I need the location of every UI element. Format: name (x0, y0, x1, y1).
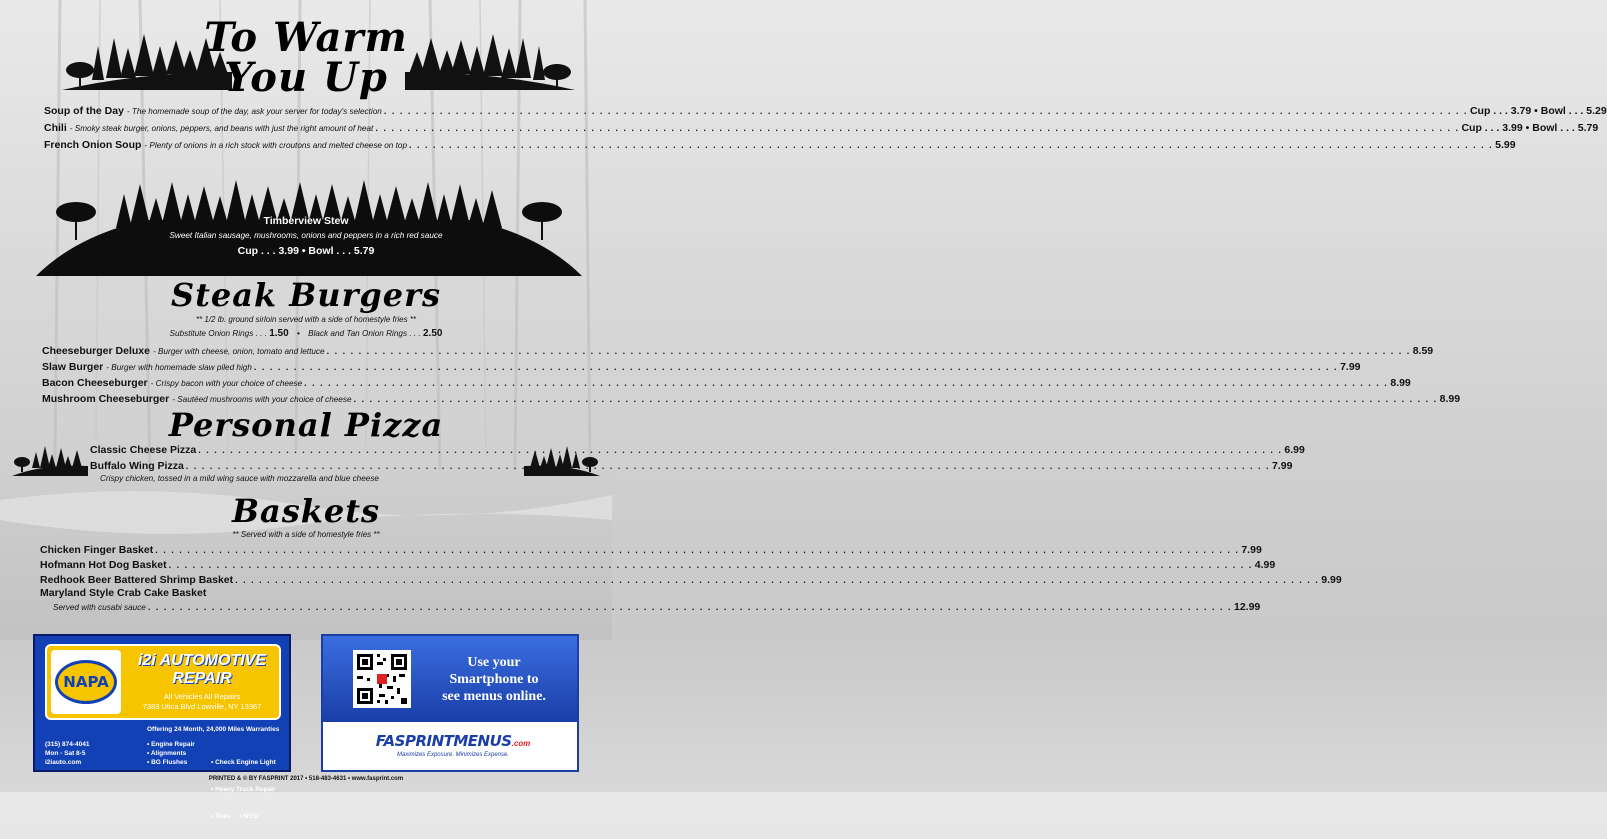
item-price: 12.99 (1233, 601, 1261, 613)
menu-item-mushroom-cheeseburger (42, 393, 1461, 405)
item-description: - Smoky steak burger, onions, peppers, and beans with just the right amount of heat (69, 124, 374, 133)
dot-leader (254, 362, 1338, 372)
napa-advertisement[interactable] (33, 634, 291, 820)
item-price: 5.99 (1495, 139, 1516, 151)
menu-item-buffalo-wing-pizza (90, 460, 1293, 472)
menu-item-cheeseburger-deluxe (42, 345, 1434, 357)
item-description: - Burger with homemade slaw piled high (106, 363, 252, 372)
napa-tagline (127, 692, 277, 712)
forest-silhouette-band (36, 180, 582, 276)
item-name: Bacon Cheeseburger (42, 377, 148, 389)
menu-item-bacon-cheeseburger (42, 377, 1411, 389)
item-name: Chili (44, 122, 67, 134)
dot-leader (198, 445, 1282, 455)
napa-logo-text: NAPA (63, 673, 109, 691)
title-line-2: You Up (224, 54, 388, 101)
menu-item-classic-cheese-pizza (90, 444, 1305, 456)
fasprint-brand-suffix: .com (511, 739, 531, 748)
item-name: Classic Cheese Pizza (90, 444, 197, 456)
item-price: Cup . . . 3.99 • Bowl . . . 5.79 (1461, 122, 1599, 134)
burgers-note: ** 1/2 lb. ground sirloin served with a side of homestyle fries ** (195, 315, 417, 324)
fasprint-menus-advertisement[interactable] (321, 634, 579, 772)
napa-services-col-1 (147, 740, 195, 767)
crab-cake-basket-name: Maryland Style Crab Cake Basket (40, 587, 207, 599)
dot-leader (155, 545, 1239, 555)
napa-service: • Engine Repair (147, 741, 195, 748)
item-price: 9.99 (1321, 574, 1342, 586)
bullet-separator: • (296, 329, 300, 338)
item-name: Redhook Beer Battered Shrimp Basket (40, 574, 234, 586)
item-price: Cup . . . 3.79 • Bowl . . . 5.29 (1469, 105, 1607, 117)
print-credit-footer: PRINTED & © BY FASPRINT 2017 • 518-483-4631 • www.fasprint.com (208, 776, 404, 782)
smartphone-promo-text (419, 654, 569, 705)
napa-service: • Check Engine Light (211, 759, 276, 766)
promo-line-3: see menus online. (442, 689, 546, 704)
item-name: Mushroom Cheeseburger (42, 393, 170, 405)
napa-shop-name (127, 652, 277, 688)
qr-code-icon[interactable] (353, 650, 411, 708)
baskets-note: ** Served with a side of homestyle fries ** (232, 530, 380, 539)
napa-logo-emblem (55, 660, 117, 704)
section-title-burgers: Steak Burgers (170, 276, 442, 314)
stew-price: Cup . . . 3.99 • Bowl . . . 5.79 (237, 245, 375, 257)
item-name: Soup of the Day (44, 105, 124, 117)
section-title-baskets: Baskets (231, 492, 381, 530)
item-name: French Onion Soup (44, 139, 142, 151)
menu-item-slaw-burger (42, 361, 1361, 373)
promo-line-2: Smartphone to (449, 672, 539, 687)
dot-leader (169, 560, 1253, 570)
promo-line-1: Use your (467, 655, 521, 670)
napa-address: 7383 Utica Blvd Lowville, NY 13367 (142, 702, 262, 711)
black-tan-rings-price: 2.50 (422, 328, 443, 339)
napa-logo (51, 650, 121, 714)
onion-ring-options (0, 328, 612, 339)
napa-contact (45, 740, 89, 767)
buffalo-pizza-description: Crispy chicken, tossed in a mild wing sauce with mozzarella and blue cheese (100, 474, 379, 483)
napa-service: • Heavy Truck Repair (211, 786, 276, 793)
item-price: 6.99 (1284, 444, 1305, 456)
napa-shop-name-line-1: i2i AUTOMOTIVE (137, 652, 266, 669)
napa-service: • Tires • NYSI (211, 813, 259, 820)
item-price: 7.99 (1241, 544, 1262, 556)
dot-leader (375, 123, 1459, 133)
menu-item-soup (44, 105, 1607, 117)
item-description: - Sautéed mushrooms with your choice of cheese (172, 395, 352, 404)
dot-leader (384, 106, 1468, 116)
small-tree-silhouette-left (12, 444, 88, 476)
item-description: Served with cusabi sauce (53, 603, 146, 612)
dot-leader (354, 394, 1438, 404)
item-price: 8.99 (1390, 377, 1411, 389)
napa-website[interactable]: i2iauto.com (45, 759, 82, 766)
napa-tagline-1: All Vehicles All Repairs (163, 692, 241, 701)
substitute-onion-rings-price: 1.50 (269, 328, 289, 339)
napa-phone[interactable]: (315) 874-4041 (45, 741, 90, 748)
napa-service: • BG Flushes (147, 759, 188, 766)
item-price: 7.99 (1340, 361, 1361, 373)
napa-service: • Alignments (147, 750, 187, 757)
napa-services-col-2 (211, 740, 276, 839)
stew-name: Timberview Stew (263, 215, 349, 227)
section-title-warm (0, 14, 612, 101)
item-description: - Crispy bacon with your choice of cheese (150, 379, 303, 388)
napa-shop-name-line-2: REPAIR (172, 670, 232, 687)
black-tan-rings-label: Black and Tan Onion Rings . . . (308, 329, 421, 338)
menu-item-chili (44, 122, 1599, 134)
item-name: Chicken Finger Basket (40, 544, 154, 556)
title-line-1: To Warm (204, 14, 408, 61)
fasprint-slogan: Maximizes Exposure. Minimizes Expense. (396, 752, 510, 758)
item-name: Cheeseburger Deluxe (42, 345, 150, 357)
napa-hours: Mon - Sat 8-5 (45, 750, 86, 757)
item-name: Buffalo Wing Pizza (90, 460, 184, 472)
item-name: Hofmann Hot Dog Basket (40, 559, 167, 571)
item-description: - The homemade soup of the day, ask your server for today's selection (126, 107, 382, 116)
menu-item-chicken-finger-basket (40, 544, 1262, 556)
menu-item-shrimp-basket (40, 574, 1342, 586)
item-price: 7.99 (1271, 460, 1293, 472)
fasprint-brand-name: FASPRINTMENUS (375, 732, 512, 750)
item-price: 8.59 (1412, 345, 1434, 357)
item-name: Slaw Burger (42, 361, 104, 373)
dot-leader (327, 346, 1411, 356)
napa-ad-banner (45, 644, 281, 720)
napa-warranty-offer: Offering 24 Month, 24,000 Miles Warranties (147, 726, 280, 733)
item-price: 8.99 (1439, 393, 1461, 405)
section-title-pizza: Personal Pizza (168, 406, 444, 444)
dot-leader (304, 378, 1388, 388)
item-description: - Burger with cheese, onion, tomato and lettuce (152, 347, 325, 356)
item-description: - Plenty of onions in a rich stock with croutons and melted cheese on top (144, 141, 408, 150)
menu-item-hot-dog-basket (40, 559, 1276, 571)
dot-leader (409, 140, 1493, 150)
dot-leader (186, 461, 1270, 471)
menu-item-crab-cake-basket (50, 601, 1261, 613)
fasprint-menus-logo[interactable] (353, 732, 553, 751)
menu-item-french-onion (44, 139, 1516, 151)
dot-leader (235, 575, 1319, 585)
item-price: 4.99 (1254, 559, 1276, 571)
dot-leader (148, 602, 1232, 612)
stew-description: Sweet Italian sausage, mushrooms, onions and peppers in a rich red sauce (169, 231, 443, 240)
substitute-onion-rings-label: Substitute Onion Rings . . . (169, 329, 267, 338)
